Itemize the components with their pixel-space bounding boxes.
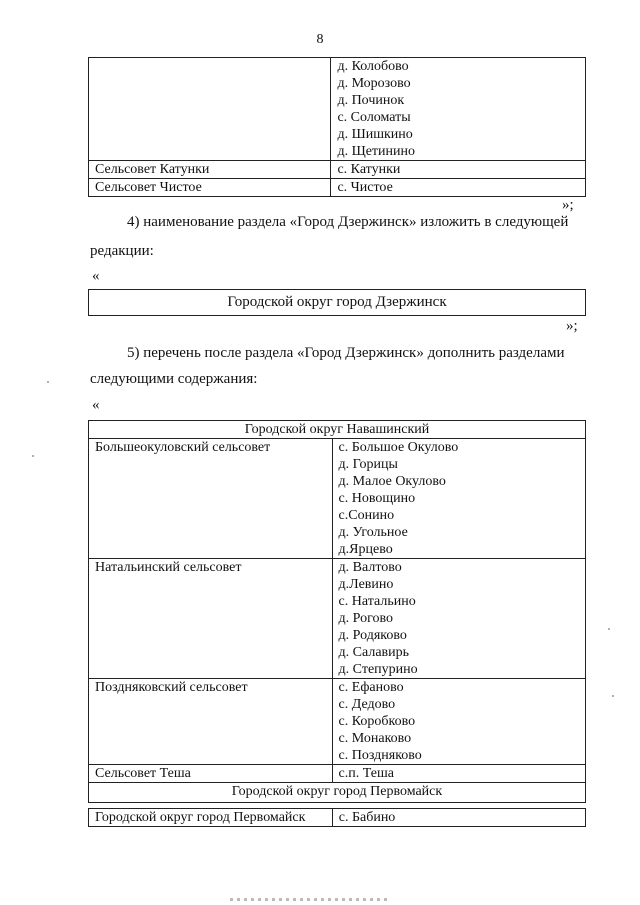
settlement-name: с. Поздняково — [338, 748, 422, 763]
scan-speck — [612, 695, 614, 697]
table-header-row — [89, 421, 586, 439]
scan-speck — [608, 628, 610, 630]
page-number: 8 — [316, 32, 324, 47]
settlement-name: с. Катунки — [337, 162, 401, 177]
table-cell-left: Большеокуловский сельсовет — [89, 439, 333, 559]
opening-quote: « — [92, 397, 100, 413]
table-cell-right — [332, 809, 585, 827]
paragraph-4-line-1: 4) наименование раздела «Город Дзержинск» изложить в следующей — [127, 214, 569, 230]
table-cell-right — [332, 765, 585, 783]
table-row — [89, 809, 586, 827]
paragraph-5-line-1: 5) перечень после раздела «Город Дзержинск» дополнить разделами — [127, 345, 565, 361]
scan-speck — [47, 381, 49, 383]
table-row — [89, 179, 586, 197]
table-section-title: Городской округ город Первомайск — [89, 783, 586, 803]
settlement-name: д. Морозово — [337, 76, 411, 91]
settlement-name: д. Салавирь — [338, 645, 410, 660]
settlement-name: с. Ефаново — [338, 680, 404, 695]
paragraph-5-line-2: следующими содержания: — [90, 371, 258, 387]
table-cell-left: Сельсовет Чистое — [89, 179, 331, 197]
table-cell-left: Сельсовет Катунки — [89, 161, 331, 179]
scan-speck — [32, 455, 34, 457]
table-pervomaysk — [88, 808, 586, 827]
table-header-row — [89, 783, 586, 803]
table-cell-left: Натальинский сельсовет — [89, 559, 333, 679]
settlement-name: с. Коробково — [338, 714, 416, 729]
table-row — [89, 679, 586, 765]
settlement-name: с.Сонино — [338, 508, 395, 523]
table-cell-left: Поздняковский сельсовет — [89, 679, 333, 765]
table-cell-right — [331, 58, 586, 161]
settlement-name: с. Бабино — [338, 810, 396, 825]
table-cell-right — [332, 679, 585, 765]
scan-noise — [230, 898, 390, 901]
heading-dzerzhinsk: Городской округ город Дзержинск — [88, 289, 586, 316]
settlement-name: с. Новощино — [338, 491, 416, 506]
settlement-name: с. Монаково — [338, 731, 412, 746]
settlement-name: д. Починок — [337, 93, 405, 108]
table-row — [89, 559, 586, 679]
table-navashino — [88, 420, 586, 803]
table-cell-right — [331, 161, 586, 179]
settlement-name: с. Чистое — [337, 180, 393, 195]
settlement-name: д.Левино — [338, 577, 394, 592]
table-row — [89, 161, 586, 179]
table-cell-right — [332, 439, 585, 559]
settlement-name: д. Валтово — [338, 560, 402, 575]
table-cell-left — [89, 58, 331, 161]
settlement-name: д. Угольное — [338, 525, 408, 540]
settlement-name: д.Ярцево — [338, 542, 393, 557]
settlement-name: с. Большое Окулово — [338, 440, 459, 455]
settlement-name: с. Соломаты — [337, 110, 411, 125]
settlement-name: с. Дедово — [338, 697, 396, 712]
table-cell-left: Городской округ город Первомайск — [89, 809, 333, 827]
settlement-name: д. Горицы — [338, 457, 398, 472]
table-top — [88, 57, 586, 197]
settlement-name: с.п. Теша — [338, 766, 394, 781]
settlement-name: д. Родяково — [338, 628, 407, 643]
table-row — [89, 765, 586, 783]
paragraph-4-line-2: редакции: — [90, 243, 154, 259]
closing-quote: »; — [562, 197, 574, 213]
settlement-name: д. Щетинино — [337, 144, 415, 159]
closing-quote: »; — [566, 318, 578, 334]
table-cell-right — [331, 179, 586, 197]
settlement-name: д. Степурино — [338, 662, 418, 677]
table-cell-left: Сельсовет Теша — [89, 765, 333, 783]
table-row — [89, 439, 586, 559]
settlement-name: д. Рогово — [338, 611, 394, 626]
settlement-name: д. Малое Окулово — [338, 474, 446, 489]
table-title: Городской округ Навашинский — [89, 421, 586, 439]
settlement-name: с. Натальино — [338, 594, 416, 609]
settlement-name: д. Шишкино — [337, 127, 413, 142]
table-cell-right — [332, 559, 585, 679]
table-row — [89, 58, 586, 161]
opening-quote: « — [92, 268, 100, 284]
settlement-name: д. Колобово — [337, 59, 409, 74]
